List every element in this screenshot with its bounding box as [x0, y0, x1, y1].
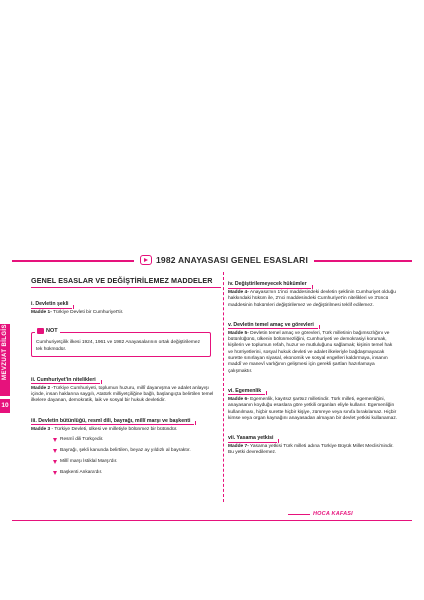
label-degistirilemeyecek: iv. Değiştirilemeyecek hükümler — [228, 281, 313, 287]
list-item — [53, 448, 221, 453]
note-box — [31, 328, 211, 357]
madde-6 — [228, 397, 398, 422]
column-divider — [223, 272, 225, 502]
section-header — [134, 251, 314, 269]
list-item — [53, 437, 221, 442]
madde-3-list — [31, 437, 221, 475]
play-icon — [140, 255, 152, 265]
list-item-text: Resmî dili Türkçedir. — [60, 437, 104, 443]
madde-6-num: Madde 6- — [228, 396, 249, 402]
right-column — [228, 272, 398, 461]
side-tab-label: MEVZUAT BİLGİSİ — [2, 322, 8, 380]
madde-6-text: Egemenlik, kayıtsız şartsız milletindir. Türk milleti, egemenliğini, anayasanın koyduğu esaslara göre yetkili organları eliyle kullanır. Egemenliğin kullanılması, hiçbir surette hiçbir kişiye, zümreye veya sınıfa bırakılamaz. Hiçbir kimse veya organ kaynağını anayasadan almayan bir devlet yetkisi kullanamaz. — [228, 396, 398, 421]
note-tag — [35, 328, 60, 334]
note-text: Cumhuriyetçilik ilkesi 1924, 1961 ve 1982 Anayasalarının ortak değiştirilemez tek hükmüdür. — [36, 340, 200, 352]
list-item — [53, 459, 221, 464]
note-title: NOT — [46, 328, 58, 335]
madde-4-num: Madde 4- — [228, 290, 249, 295]
triangle-bullet-icon — [53, 460, 57, 464]
left-column — [31, 276, 221, 481]
label-temel-amac: v. Devletin temel amaç ve görevleri — [228, 322, 320, 328]
section-title: 1982 ANAYASASI GENEL ESASLARI — [156, 255, 309, 265]
note-icon — [37, 328, 44, 334]
madde-5 — [228, 331, 398, 375]
label-devletin-butunlugu: iii. Devletin bütünlüğü, resmî dili, bayrağı, millî marşı ve başkenti — [31, 418, 196, 424]
madde-1 — [31, 310, 221, 316]
madde-3 — [31, 427, 221, 433]
footer-bar — [288, 514, 310, 515]
brand-name: HOCA KAFASI — [313, 511, 353, 517]
madde-5-text: Devletin temel amaç ve görevleri, Türk milletinin bağımsızlığını ve bütünlüğünü, ülkenin bölünmezliğini, Cumhuriyeti ve demokrasiyi korumak, kişilerin ve toplumun refah, huzur ve mutluluğunu sağlamak; kişinin temel hak ve hürriyetlerini, sosyal hukuk devleti ve adalet ilkeleriyle bağdaşmayacak surette sınırlayan siyasal, ekonomik ve sosyal engelleri kaldırmaya, insanın maddî ve manevî varlığının gelişmesi için gerekli şartları hazırlamaya çalışmaktır. — [228, 330, 393, 374]
madde-4 — [228, 290, 398, 309]
triangle-bullet-icon — [53, 438, 57, 442]
madde-3-text: - Türkiye Devleti, ülkesi ve milletiyle bölünmez bir bütündür. — [50, 426, 178, 432]
triangle-bullet-icon — [53, 449, 57, 453]
list-item-text: Millî marşı İstiklal Marşı'dır. — [60, 459, 118, 465]
label-yasama-yetkisi: vii. Yasama yetkisi — [228, 435, 279, 441]
label-cumhuriyet-nitelikleri: ii. Cumhuriyet'in nitelikleri — [31, 377, 102, 383]
list-item-text: Bayrağı, şekli kanunda belirtilen, beyaz ay yıldızlı al bayraktır. — [60, 448, 191, 454]
madde-1-num: Madde 1- — [31, 310, 52, 315]
madde-2 — [31, 386, 221, 405]
madde-5-num: Madde 5- — [228, 330, 249, 336]
label-devletin-sekli: i. Devletin şekli — [31, 301, 74, 307]
list-item — [53, 470, 221, 475]
list-item-text: Başkenti Ankara'dır. — [60, 470, 103, 476]
madde-7 — [228, 444, 398, 457]
left-title: GENEL ESASLAR VE DEĞİŞTİRİLEMEZ MADDELER — [31, 276, 213, 285]
triangle-bullet-icon — [53, 471, 57, 475]
madde-1-text: Türkiye Devleti bir Cumhuriyet'tir. — [51, 310, 124, 315]
madde-2-num: Madde 2 — [31, 385, 51, 391]
left-title-rule — [31, 287, 221, 288]
madde-2-text: -Türkiye Cumhuriyeti, toplumun huzuru, millî dayanışma ve adalet anlayışı içinde, insan haklarına saygılı, Atatürk milliyetçiliğine bağlı, başlangıçta belirtilen temel ilkelere dayanan, demokratik, laik ve sosyal bir hukuk devletidir. — [31, 385, 214, 404]
madde-7-text: Yasama yetkisi Türk milleti adına Türkiye Büyük Millet Meclisi'nindir. Bu yetki devredilemez. — [228, 444, 394, 456]
label-egemenlik: vi. Egemenlik — [228, 388, 267, 394]
footer-brand — [288, 511, 353, 517]
page-number: 10 — [0, 399, 10, 413]
madde-4-text: Anayasa'nın 1'inci maddesindeki devletin şeklinin Cumhuriyet olduğu hakkındaki hüküm ile, 2'nci maddesindeki Cumhuriyet'in nitelikleri ve 3'üncü maddesinin hükümleri değiştirilemez ve değiştirilmesi teklif edilemez. — [228, 290, 396, 308]
footer-rule — [12, 520, 412, 521]
madde-3-num: Madde 3 — [31, 426, 51, 432]
madde-7-num: Madde 7- — [228, 444, 249, 450]
